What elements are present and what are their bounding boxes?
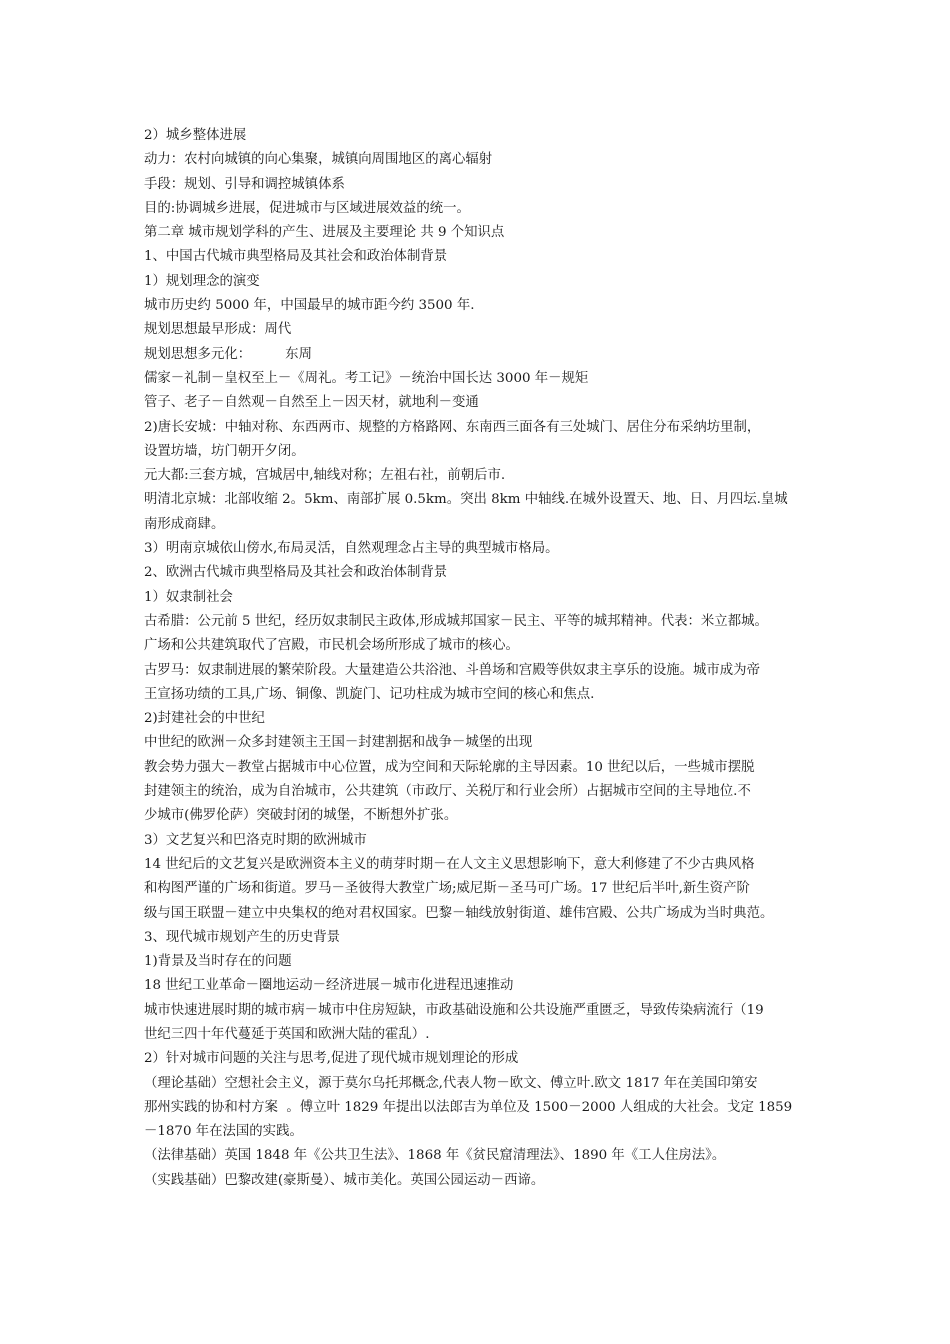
text-line: 3）明南京城依山傍水,布局灵活，自然观理念占主导的典型城市格局。	[144, 541, 559, 557]
document-body	[144, 124, 824, 1193]
text-line: 中世纪的欧洲－众多封建领主王国－封建割据和战争－城堡的出现	[144, 735, 533, 751]
text-line: 世纪三四十年代蔓延于英国和欧洲大陆的霍乱）.	[144, 1026, 430, 1042]
chapter-heading: 第二章 城市规划学科的产生、进展及主要理论 共 9 个知识点	[144, 225, 505, 241]
text-line: （实践基础）巴黎改建(豪斯曼）、城市美化。英国公园运动－西谛。	[144, 1172, 545, 1188]
text-line: 14 世纪后的文艺复兴是欧洲资本主义的萌芽时期－在人文主义思想影响下，意大利修建了不少古典风格	[144, 856, 755, 872]
text-line: 古希腊：公元前 5 世纪，经历奴隶制民主政体,形成城邦国家－民主、平等的城邦精神。代表：米立都城。	[144, 613, 768, 629]
text-line: 广场和公共建筑取代了宫殿，市民机会场所形成了城市的核心。	[144, 638, 519, 654]
text-line: －1870 年在法国的实践。	[144, 1124, 303, 1140]
text-line: 2)唐长安城：中轴对称、东西两市、规整的方格路网、东南西三面各有三处城门、居住分布采纳坊里制，	[144, 419, 761, 435]
text-line: 管子、老子－自然观－自然至上－因天材，就地利－变通	[144, 395, 479, 411]
text-line: 城市快速进展时期的城市病－城市中住房短缺，市政基础设施和公共设施严重匮乏，导致传染病流行（19	[144, 1002, 764, 1018]
subsection-heading: 1）奴隶制社会	[144, 589, 233, 605]
text-line: 少城市(佛罗伦萨）突破封闭的城堡，不断想外扩张。	[144, 808, 458, 824]
text-line: 封建领主的统治，成为自治城市，公共建筑（市政厅、关税厅和行业会所）占据城市空间的主导地位.不	[144, 784, 751, 800]
text-line: 2）城乡整体进展	[144, 128, 247, 143]
text-line: 明清北京城：北部收缩 2。5km、南部扩展 0.5km。突出 8km 中轴线.在城外设置天、地、日、月四坛.皇城	[144, 492, 788, 508]
subsection-heading: 1）规划理念的演变	[144, 273, 260, 289]
subsection-heading: 1)背景及当时存在的问题	[144, 954, 292, 970]
text-line: （法律基础）英国 1848 年《公共卫生法》、1868 年《贫民窟清理法》、1890 年《工人住房法》。	[144, 1148, 726, 1164]
text-line: 南形成商肆。	[144, 516, 225, 532]
text-line: 目的:协调城乡进展，促进城市与区域进展效益的统一。	[144, 200, 470, 216]
text-line: 级与国王联盟－建立中央集权的绝对君权国家。巴黎－轴线放射街道、雄伟宫殿、公共广场成为当时典范。	[144, 905, 774, 921]
text-line: 那州实践的协和村方案 。傅立叶 1829 年提出以法郎吉为单位及 1500－2000 人组成的大社会。戈定 1859	[144, 1099, 793, 1115]
text-line: 元大都:三套方城，宫城居中,轴线对称；左祖右社，前朝后市.	[144, 468, 506, 484]
subsection-heading: 3）文艺复兴和巴洛克时期的欧洲城市	[144, 832, 367, 848]
subsection-heading: 2）针对城市问题的关注与思考,促进了现代城市规划理论的形成	[144, 1051, 519, 1067]
text-line: 王宣扬功绩的工具,广场、铜像、凯旋门、记功柱成为城市空间的核心和焦点.	[144, 686, 595, 702]
text-line: （理论基础）空想社会主义，源于莫尔乌托邦概念,代表人物－欧文、傅立叶.欧文 1817 年在美国印第安	[144, 1075, 758, 1091]
section-heading: 1、中国古代城市典型格局及其社会和政治体制背景	[144, 249, 448, 265]
subsection-heading: 2)封建社会的中世纪	[144, 711, 265, 727]
text-line: 规划思想多元化： 东周	[144, 346, 312, 362]
text-line: 和构图严谨的广场和街道。罗马－圣彼得大教堂广场;威尼斯－圣马可广场。17 世纪后半叶,新生资产阶	[144, 881, 750, 897]
text-line: 古罗马：奴隶制进展的繁荣阶段。大量建造公共浴池、斗兽场和宫殿等供奴隶主享乐的设施。城市成为帝	[144, 662, 760, 678]
text-line: 教会势力强大－教堂占据城市中心位置，成为空间和天际轮廓的主导因素。10 世纪以后，一些城市摆脱	[144, 759, 755, 775]
text-line: 手段：规划、引导和调控城镇体系	[144, 176, 345, 192]
text-line: 规划思想最早形成：周代	[144, 322, 292, 338]
text-line: 设置坊墙，坊门朝开夕闭。	[144, 443, 305, 459]
text-line: 城市历史约 5000 年，中国最早的城市距今约 3500 年.	[144, 298, 475, 314]
section-heading: 3、现代城市规划产生的历史背景	[144, 929, 340, 945]
text-line: 儒家－礼制－皇权至上－《周礼。考工记》－统治中国长达 3000 年－规矩	[144, 370, 589, 386]
text-line: 动力：农村向城镇的向心集聚，城镇向周围地区的离心辐射	[144, 152, 493, 168]
section-heading: 2、欧洲古代城市典型格局及其社会和政治体制背景	[144, 565, 448, 581]
text-line: 18 世纪工业革命－圈地运动－经济进展－城市化进程迅速推动	[144, 978, 514, 994]
